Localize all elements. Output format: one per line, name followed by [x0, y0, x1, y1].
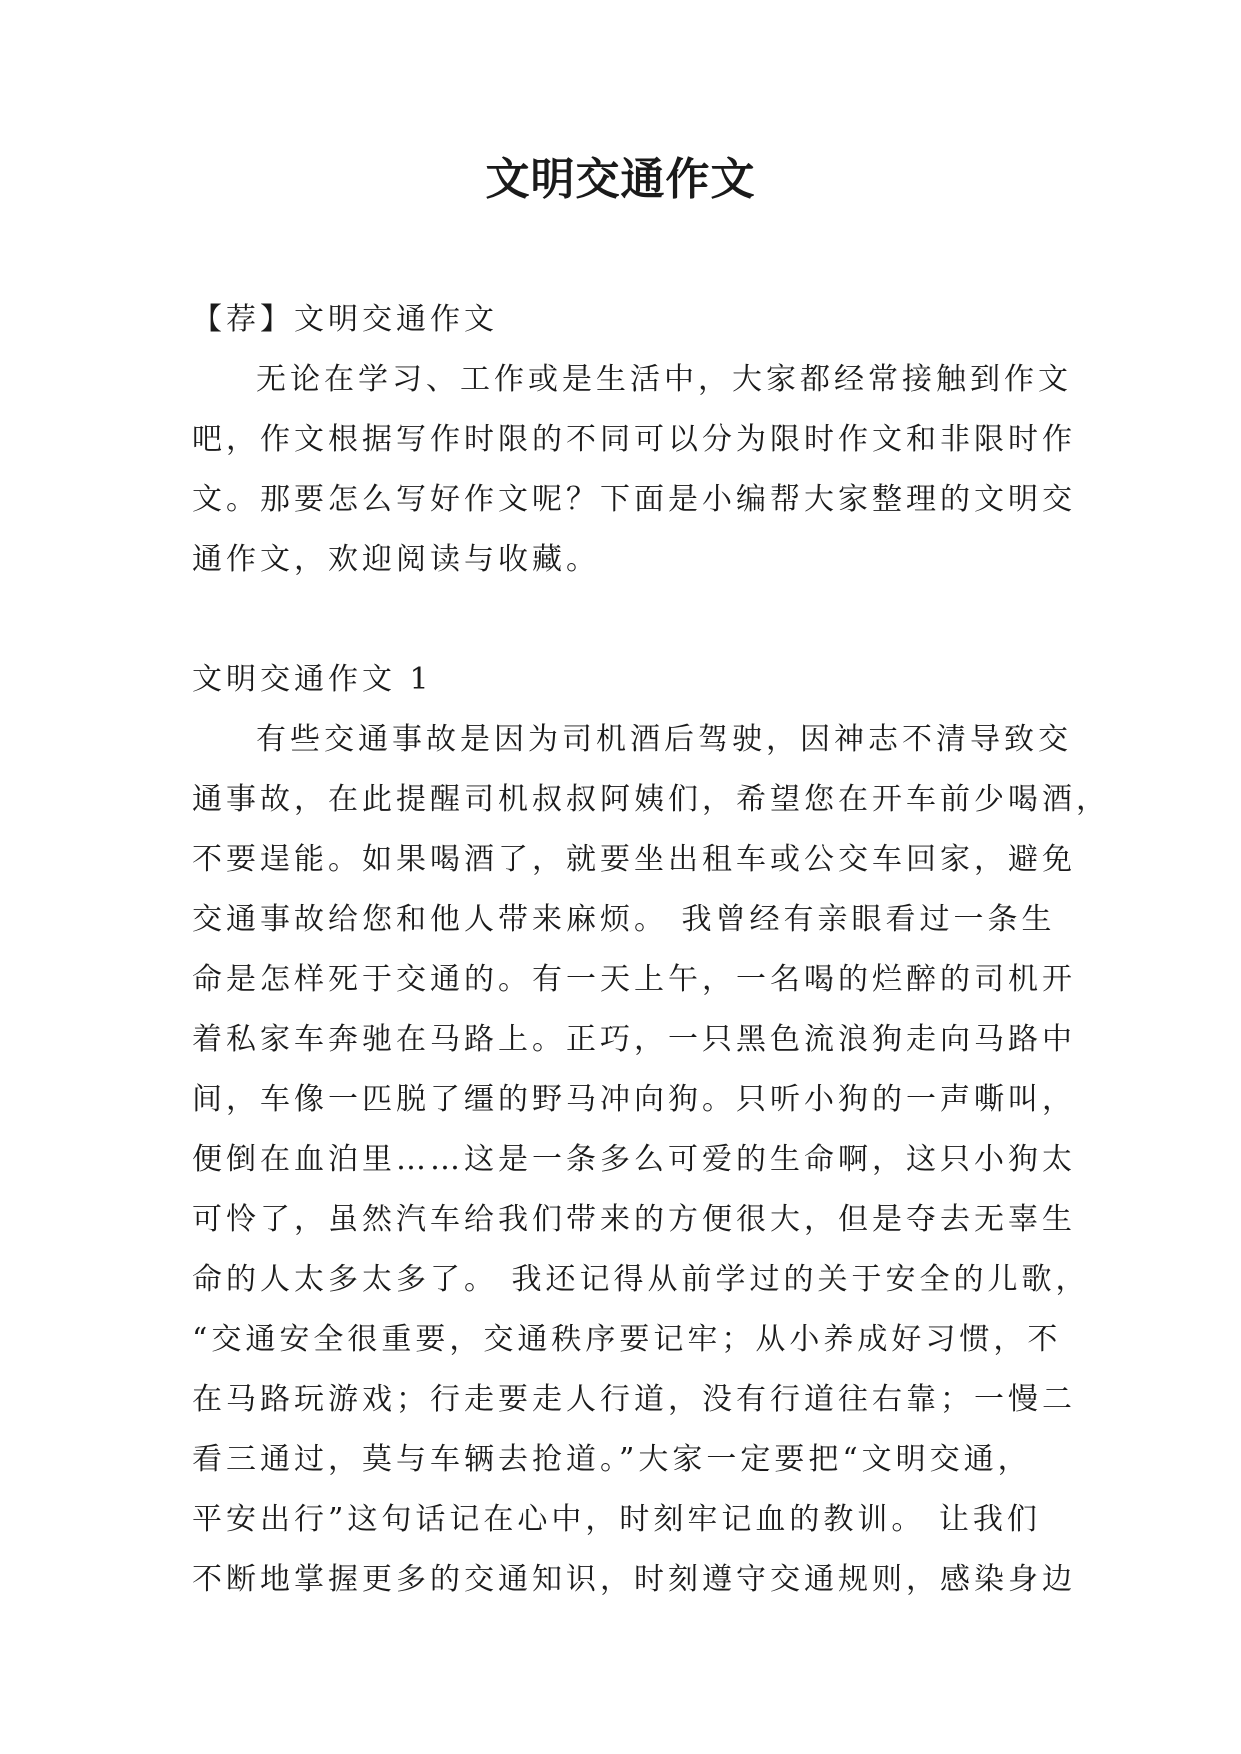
essay-line: 间，车像一匹脱了缰的野马冲向狗。只听小狗的一声嘶叫，: [192, 1082, 1076, 1117]
essay-line: “交通安全很重要，交通秩序要记牢；从小养成好习惯，不: [192, 1322, 1062, 1357]
essay-line: 不要逞能。如果喝酒了，就要坐出租车或公交车回家，避免: [192, 842, 1076, 877]
essay-line: 命是怎样死于交通的。有一天上午，一名喝的烂醉的司机开: [192, 962, 1076, 997]
essay-line: 可怜了，虽然汽车给我们带来的方便很大，但是夺去无辜生: [192, 1202, 1076, 1237]
paragraph-spacer: [192, 590, 1062, 650]
intro-line: 通作文，欢迎阅读与收藏。: [192, 542, 600, 577]
essay-line: 平安出行”这句话记在心中，时刻牢记血的教训。 让我们: [192, 1502, 1041, 1537]
intro-line: 文。那要怎么写好作文呢？下面是小编帮大家整理的文明交: [192, 482, 1076, 517]
essay-line: 交通事故给您和他人带来麻烦。 我曾经有亲眼看过一条生: [192, 902, 1056, 937]
intro-line: 吧，作文根据写作时限的不同可以分为限时作文和非限时作: [192, 422, 1076, 457]
essay-paragraph: [192, 710, 1110, 1610]
document-body: [192, 290, 1110, 1610]
essay-line: 着私家车奔驰在马路上。正巧，一只黑色流浪狗走向马路中: [192, 1022, 1076, 1057]
essay-line: 有些交通事故是因为司机酒后驾驶，因神志不清导致交: [256, 722, 1072, 757]
essay-line: 不断地掌握更多的交通知识，时刻遵守交通规则，感染身边: [192, 1562, 1076, 1597]
intro-line: 无论在学习、工作或是生活中，大家都经常接触到作文: [256, 362, 1072, 397]
essay-line: 通事故，在此提醒司机叔叔阿姨们，希望您在开车前少喝酒，: [192, 782, 1110, 817]
recommend-heading: 【荐】文明交通作文: [192, 302, 498, 337]
intro-paragraph: [192, 350, 1076, 590]
essay-line: 便倒在血泊里……这是一条多么可爱的生命啊，这只小狗太: [192, 1142, 1076, 1177]
essay-line: 命的人太多太多了。 我还记得从前学过的关于安全的儿歌，: [192, 1262, 1090, 1297]
section-heading: 文明交通作文 1: [192, 662, 433, 697]
document-title: 文明交通作文: [485, 154, 756, 205]
essay-line: 在马路玩游戏；行走要走人行道，没有行道往右靠；一慢二: [192, 1382, 1076, 1417]
essay-line: 看三通过，莫与车辆去抢道。”大家一定要把“文明交通，: [192, 1442, 1032, 1477]
